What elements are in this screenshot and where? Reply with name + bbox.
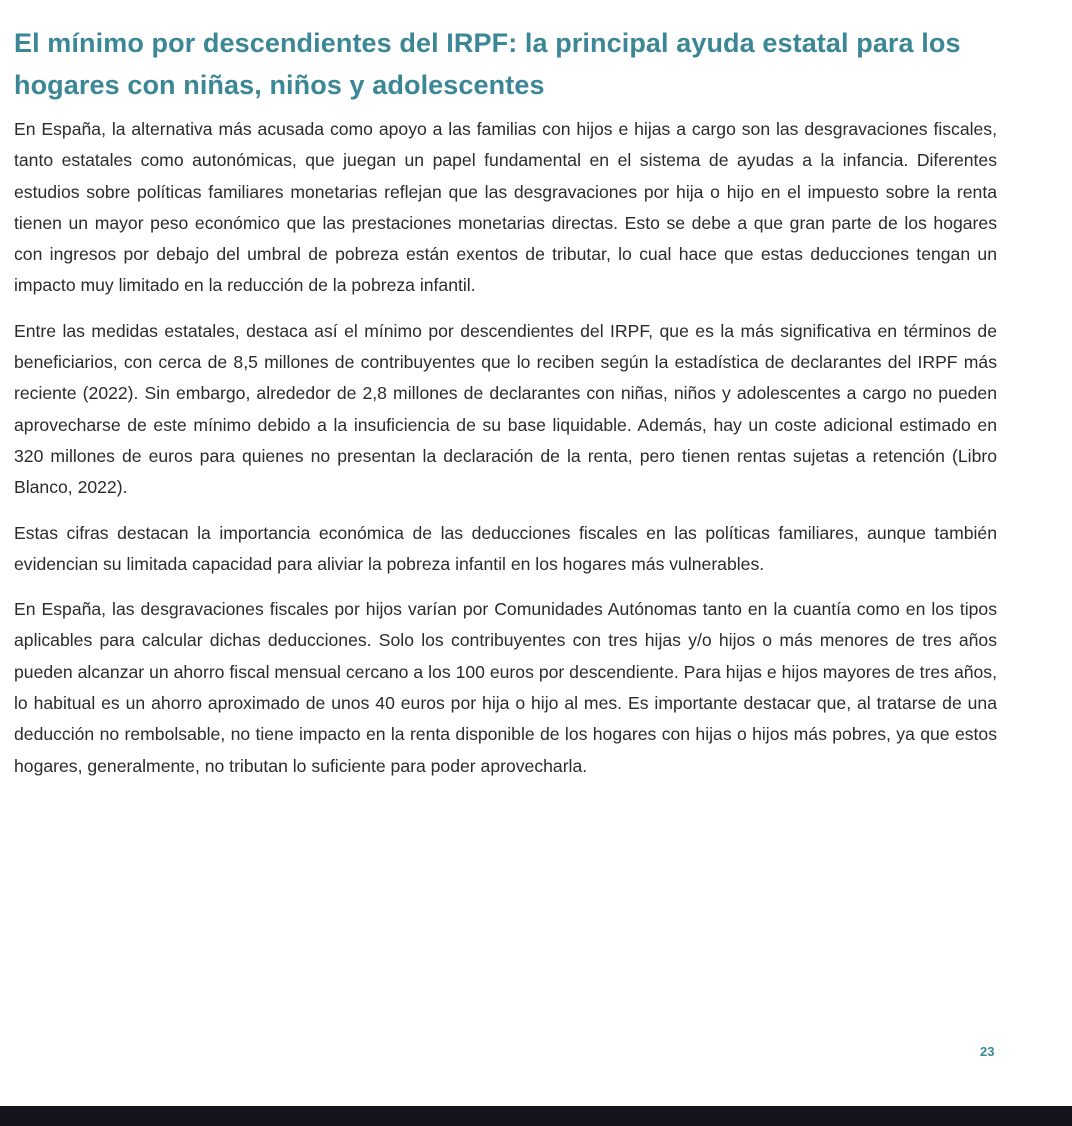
paragraph-regional-deductions: En España, las desgravaciones fiscales por hijos varían por Comunidades Autónomas tanto en la cuantía como en los tipos aplicables para calcular dichas deducciones. Solo los contribuyentes con tres hijas y/o hijos o más menores de tres años pueden alcanzar un ahorro fiscal mensual cercano a los 100 euros por descendiente. Para hijas e hijos mayores de tres años, lo habitual es un ahorro aproximado de unos 40 euros por hija o hijo al mes. Es importante destacar que, al tratarse de una deducción no rembolsable, no tiene impacto en la renta disponible de los hogares con hijas o hijos más pobres, ya que estos hogares, generalmente, no tributan lo suficiente para poder aprovecharla.	[14, 599, 997, 776]
paragraph-intro: En España, la alternativa más acusada como apoyo a las familias con hijos e hijas a cargo son las desgravaciones fiscales, tanto estatales como autonómicas, que juegan un papel fundamental en el sistema de ayudas a la infancia. Diferentes estudios sobre políticas familiares monetarias reflejan que las desgravaciones por hija o hijo en el impuesto sobre la renta tienen un mayor peso económico que las prestaciones monetarias directas. Esto se debe a que gran parte de los hogares con ingresos por debajo del umbral de pobreza están exentos de tributar, lo cual hace que estas deducciones tengan un impacto muy limitado en la reducción de la pobreza infantil.	[14, 119, 997, 296]
bottom-bar	[0, 1106, 1072, 1126]
section-title: El mínimo por descendientes del IRPF: la principal ayuda estatal para los hogares con niñas, niños y adolescentes	[14, 28, 961, 100]
paragraph-state-measures: Entre las medidas estatales, destaca así el mínimo por descendientes del IRPF, que es la más significativa en términos de beneficiarios, con cerca de 8,5 millones de contribuyentes que lo reciben según la estadística de declarantes del IRPF más reciente (2022). Sin embargo, alrededor de 2,8 millones de declarantes con niñas, niños y adolescentes a cargo no pueden aprovecharse de este mínimo debido a la insuficiencia de su base liquidable. Además, hay un coste adicional estimado en 320 millones de euros para quienes no presentan la declaración de la renta, pero tienen rentas sujetas a retención (Libro Blanco, 2022).	[14, 320, 997, 498]
page-content	[14, 22, 997, 782]
page-number: 23	[980, 1044, 995, 1059]
paragraph-figures-summary: Estas cifras destacan la importancia económica de las deducciones fiscales en las políticas familiares, aunque también evidencian su limitada capacidad para aliviar la pobreza infantil en los hogares más vulnerables.	[14, 522, 997, 574]
